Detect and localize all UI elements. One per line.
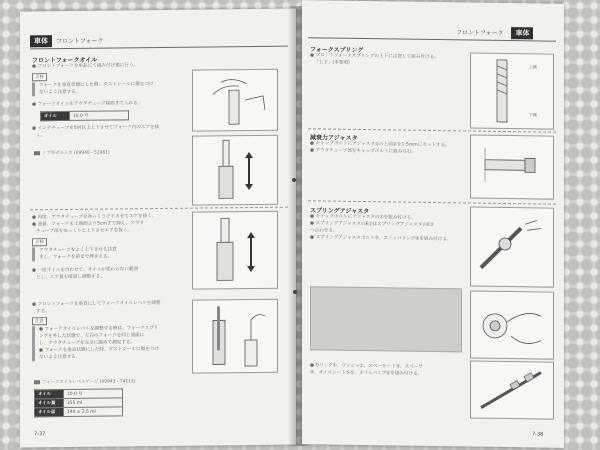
figure-fork-air-bleed [192,135,278,206]
right-page [302,0,564,448]
page-number: 7-38 [532,431,544,438]
text-line: ● スプリングアジャスタのE①はスプリングアジャスタのE② [310,221,435,229]
text-line: ● キャップボルトにアジャスタ①の上面②を1.5mmにセットする。 [310,141,450,149]
section-title-damping-adjuster: 減衰力アジャスタ [310,134,358,142]
text-line: ● フォークオイルをアウタチューブ端面まで入れる。 [32,101,143,108]
text-line: ● 再度、アウタチューブをゆっくり上下させてエアを抜く。 [32,214,157,221]
figure-photo-placeholder [310,286,462,352]
spec-key: オイル [35,389,64,398]
text-line: とし、エア量を確認し調整する。 [36,274,105,281]
figure-oil-level-gauge [192,299,278,374]
oil-pipe-illustration [471,362,553,419]
text-line: ● フロントフォークスプリングの上下に注意して組み付ける。 [310,53,439,61]
text-line: ● インナチューブを5回以上上下させてフォーク内のエアを抜 [32,124,160,132]
note-line: アウタチューブをよく上下させる注意 [39,247,117,254]
header-subtitle: フロントフォーク [56,37,104,46]
text-line: く。 [36,133,46,139]
spec-value: 10.0 号 [70,111,129,121]
figure-oil-pipe-parts [470,361,554,420]
figure-label: 上側 [529,64,537,70]
text-line: ● スプリングアジャスタボルト③、ストッパリング④を組み付ける。 [310,235,452,243]
caution-block [32,325,199,362]
fork-compress-illustration [193,212,277,289]
figure-label: 下側 [529,112,537,118]
section-divider [30,207,288,211]
cap-bolt-illustration [471,292,553,359]
text-line: ● 一度オイルを合わせて、オイルが変わらない範囲 [32,267,138,274]
inline-spec-table [40,110,129,121]
spring-adjuster-illustration [471,208,553,287]
special-tool-label [34,378,136,385]
text-line: ● フロントフォークを単品にて組み付け後に行う。 [32,63,139,70]
spec-key: オイル [41,111,70,120]
spec-key: オイル量 [35,398,64,407]
tool-text: ノブ外ボルトカ (09940 - 52861) [42,150,110,157]
spec-value: 10.0 号 [64,389,123,399]
figure-fork-compress [192,211,278,290]
note-line: ないよう注意する。 [39,354,81,361]
note-tag: 点検 [32,73,47,81]
text-line: ④、オイルシート⑤を、オイルパイプ⑥を組み付ける。 [310,370,423,377]
tool-icon [34,380,40,384]
text-line: ● 油量、フォークを上端面より5cmまで抑え、アウタ [32,221,144,228]
spec-key: オイル面 [35,407,64,416]
text-line: チューブ部をゆっくりと上下させエアを抜く。 [36,228,132,235]
note-line: ● フォークを垂直状態にした時、ダストシールに傷をつけ [39,346,159,354]
section-title-fork-spring: フォークスプリング [310,46,364,55]
caution-tag: 注意 [32,317,47,325]
fork-oil-spec-table [34,388,123,417]
spec-value: 140 ± 2.5 ml [64,407,123,417]
left-page-header [30,35,104,48]
fork-fill-illustration [193,70,277,131]
figure-cap-bolt [470,291,554,360]
note-block [32,81,189,97]
figure-fork-spring [470,53,554,130]
header-subtitle: フロントフォーク [456,29,504,37]
note-line: ないよう注意する。 [39,89,81,96]
note-line: し、アウタチューブを完全に縮めて測定する。 [39,340,136,347]
text-line: ● アウタチューブ部をキャップボルトに組み込む。 [310,148,417,155]
right-page-header [452,26,533,39]
adjuster-illustration [471,136,553,199]
special-tool-label [34,150,110,157]
note-line: フォークを垂直状態にした時、ダストシールに傷をつけ [39,82,154,89]
header-tab: 車体 [30,35,52,47]
note-line: まし、フォークを前まで押さえる。 [39,254,113,261]
tool-text: フォークオイルレベルゲージ (09943 - 74111) [42,379,136,386]
note-tag: 点検 [32,238,47,246]
note-line: ングを外した状態で、左右のフォークを同じ油面に [39,333,145,340]
text-line: ● フロントフォークを垂直にしてフォークオイルレベルを調整 [32,300,161,308]
figure-spring-adjuster [470,207,554,288]
tool-icon [34,151,40,155]
text-line: へ合わせる。 [310,228,338,234]
note-line: ● フォークオイルレベルを調整する時は、フォークスプリ [39,325,159,333]
figure-fork-oil-fill [192,69,278,132]
text-line: ● Oリング①、ワッシャ②、スペーサート③、スペーサ [310,363,423,370]
text-line: 「上下」(本参照) [314,60,350,66]
section-divider [308,200,556,204]
binding-hole [292,178,296,182]
text-line: する。 [36,309,50,315]
spring-illustration [471,54,553,129]
spec-value: 355 ml [64,398,123,408]
header-tab: 車体 [511,27,533,39]
section-title-fork-oil: フロントフォークオイル [32,56,98,65]
page-number: 7-37 [34,431,46,438]
note-block [32,246,189,262]
binding-hole [293,290,297,294]
fork-bleed-illustration [193,136,277,205]
spec-row [41,111,129,121]
oil-level-illustration [193,300,277,373]
spec-row [35,407,123,417]
figure-damping-adjuster [470,135,554,200]
section-title-spring-adjuster: スプリングアジャスタ [310,207,370,216]
text-line: ● キャップボルトにアジャスタの①を組み付ける。 [310,214,416,221]
left-page [20,9,296,448]
